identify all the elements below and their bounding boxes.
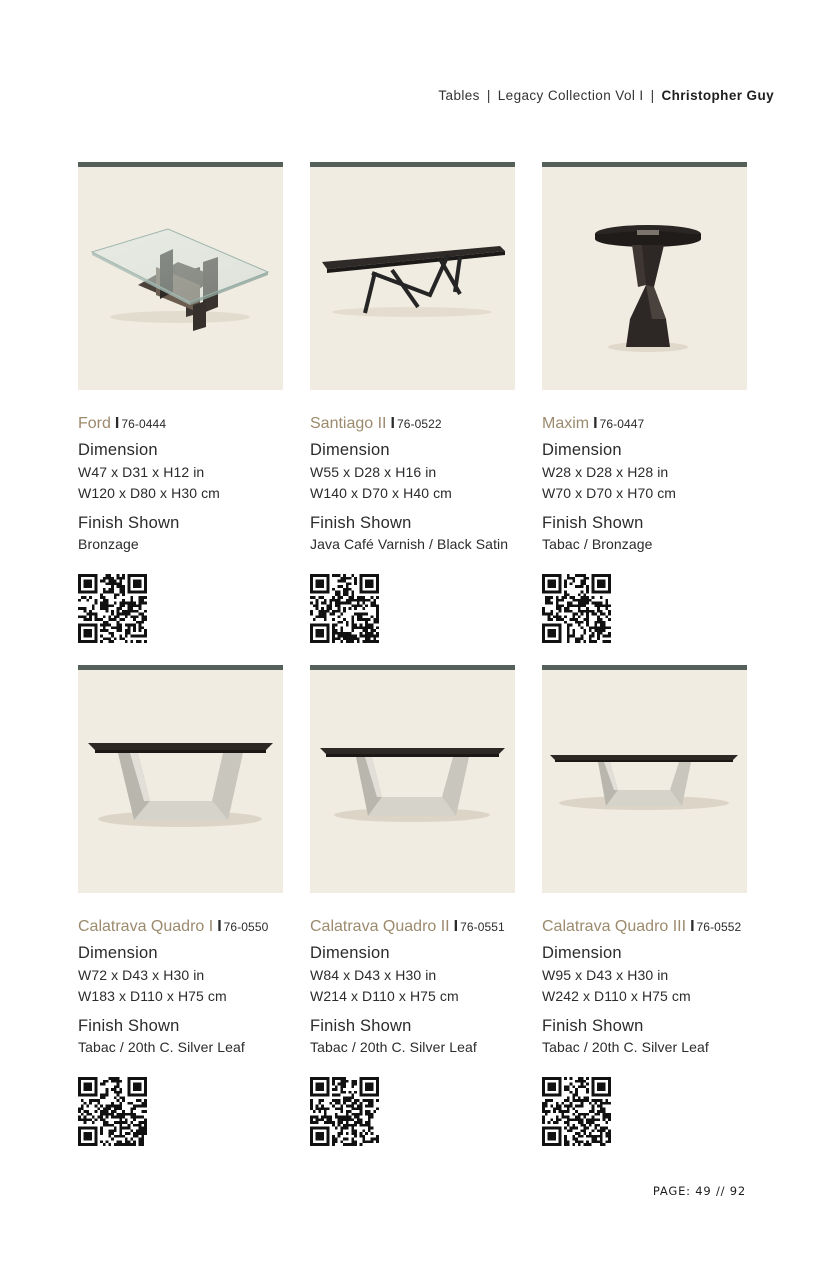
bench-table-illustration — [310, 167, 515, 390]
product-image-calatrava-quadro-ii — [310, 665, 515, 893]
product-code: 76-0551 — [460, 920, 505, 934]
dimension-cm: W214 x D110 x H75 cm — [310, 988, 459, 1004]
product-code: 76-0444 — [121, 417, 167, 431]
dimension-heading: Dimension — [542, 944, 622, 962]
qr-code-icon[interactable] — [310, 574, 379, 643]
product-card-calatrava-quadro-ii — [310, 665, 515, 1058]
dimension-heading: Dimension — [78, 944, 158, 962]
product-code: 76-0552 — [696, 920, 742, 934]
finish-value: Tabac / 20th C. Silver Leaf — [78, 1039, 245, 1055]
product-image-santiago-ii — [310, 162, 515, 390]
dimension-inches: W28 x D28 x H28 in — [542, 464, 669, 480]
qr-code-icon[interactable] — [542, 574, 611, 643]
dimension-inches: W47 x D31 x H12 in — [78, 464, 205, 480]
product-name: Maxim — [542, 415, 590, 432]
finish-value: Tabac / Bronzage — [542, 536, 653, 552]
product-image-ford — [78, 162, 283, 390]
finish-heading: Finish Shown — [542, 514, 644, 532]
dimension-inches: W95 x D43 x H30 in — [542, 967, 669, 983]
finish-heading: Finish Shown — [310, 1017, 412, 1035]
qr-code-icon[interactable] — [542, 1077, 611, 1146]
dimension-cm: W140 x D70 x H40 cm — [310, 485, 452, 501]
header-separator: | — [650, 88, 655, 103]
finish-value: Tabac / 20th C. Silver Leaf — [542, 1039, 709, 1055]
finish-value: Tabac / 20th C. Silver Leaf — [310, 1039, 477, 1055]
dimension-cm: W120 x D80 x H30 cm — [78, 485, 220, 501]
title-divider: I — [453, 918, 459, 935]
page-number: PAGE: 49 // 92 — [652, 1184, 746, 1198]
product-card-maxim — [542, 162, 747, 555]
product-card-santiago-ii — [310, 162, 515, 555]
product-card-calatrava-quadro-iii — [542, 665, 747, 1058]
finish-value: Bronzage — [78, 536, 139, 552]
dimension-cm: W183 x D110 x H75 cm — [78, 988, 227, 1004]
title-divider: I — [217, 918, 222, 935]
product-image-calatrava-quadro-i — [78, 665, 283, 893]
product-name: Calatrava Quadro I — [78, 918, 214, 935]
product-code: 76-0522 — [396, 417, 442, 431]
page-header — [438, 88, 774, 103]
title-divider: I — [114, 415, 120, 432]
dimension-inches: W72 x D43 x H30 in — [78, 967, 205, 983]
product-image-calatrava-quadro-iii — [542, 665, 747, 893]
finish-heading: Finish Shown — [310, 514, 412, 532]
title-divider: I — [390, 415, 395, 432]
dining-table-illustration — [78, 670, 283, 893]
header-separator: | — [486, 88, 491, 103]
finish-heading: Finish Shown — [78, 514, 180, 532]
product-code: 76-0447 — [599, 417, 645, 431]
product-name: Calatrava Quadro III — [542, 918, 687, 935]
dimension-heading: Dimension — [78, 441, 158, 459]
product-name: Santiago II — [310, 415, 387, 432]
title-divider: I — [593, 415, 598, 432]
product-card-calatrava-quadro-i — [78, 665, 283, 1058]
qr-code-icon[interactable] — [310, 1077, 379, 1146]
dining-table-illustration — [542, 670, 747, 893]
finish-heading: Finish Shown — [542, 1017, 644, 1035]
dimension-inches: W84 x D43 x H30 in — [310, 967, 437, 983]
finish-heading: Finish Shown — [78, 1017, 180, 1035]
product-code: 76-0550 — [223, 920, 269, 934]
qr-code-icon[interactable] — [78, 574, 147, 643]
pedestal-table-illustration — [542, 167, 747, 390]
qr-code-icon[interactable] — [78, 1077, 147, 1146]
product-card-ford — [78, 162, 283, 555]
dimension-cm: W70 x D70 x H70 cm — [542, 485, 677, 501]
dining-table-illustration — [310, 670, 515, 893]
product-name: Calatrava Quadro II — [310, 918, 450, 935]
coffee-table-illustration — [78, 167, 283, 390]
finish-value: Java Café Varnish / Black Satin — [310, 536, 509, 552]
header-section: Tables — [438, 88, 480, 103]
product-name: Ford — [78, 415, 111, 432]
dimension-heading: Dimension — [310, 441, 390, 459]
dimension-heading: Dimension — [542, 441, 622, 459]
header-brand: Christopher Guy — [661, 88, 774, 103]
title-divider: I — [690, 918, 695, 935]
header-collection: Legacy Collection Vol I — [497, 88, 644, 103]
dimension-inches: W55 x D28 x H16 in — [310, 464, 437, 480]
dimension-cm: W242 x D110 x H75 cm — [542, 988, 691, 1004]
dimension-heading: Dimension — [310, 944, 390, 962]
product-image-maxim — [542, 162, 747, 390]
